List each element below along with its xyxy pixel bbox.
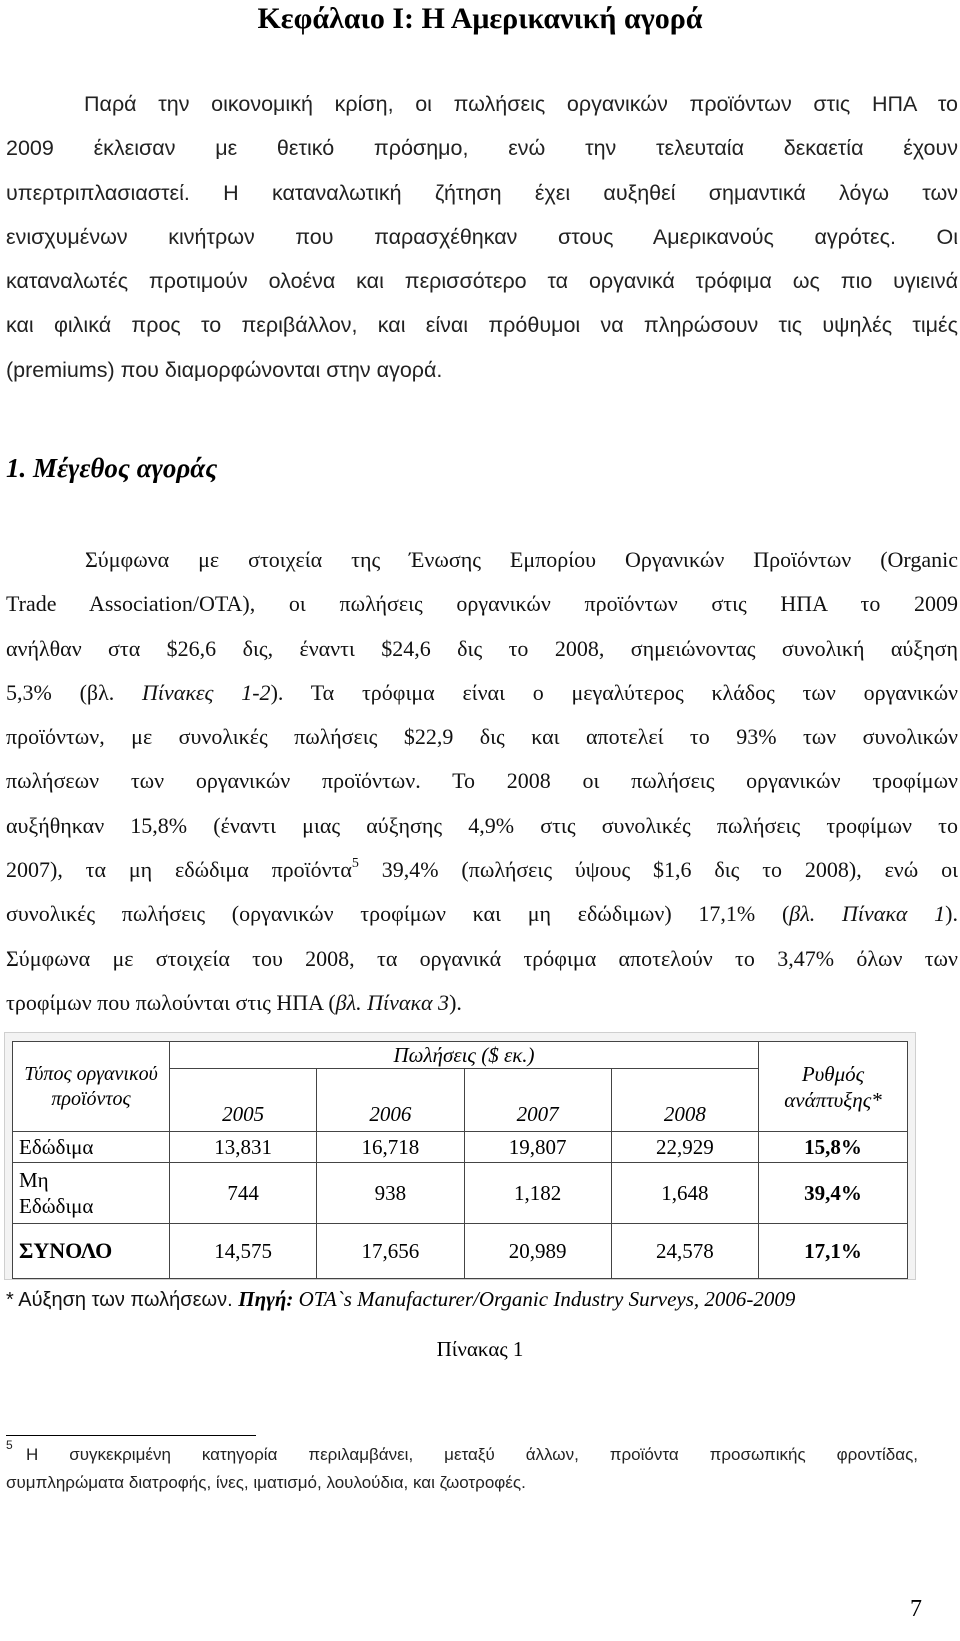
value-cell: 1,182 (464, 1163, 611, 1224)
value-cell: 19,807 (464, 1132, 611, 1163)
market-text: 2007), τα μη εδώδιμα προϊόντα (6, 857, 352, 883)
value-cell: 24,578 (611, 1224, 758, 1279)
market-text: ). Τα τρόφιμα είναι ο μεγαλύτερος κλάδος των οργανικών (270, 679, 958, 705)
value-cell: 938 (317, 1163, 464, 1224)
intro-line: (premiums) που διαμορφώνονται στην αγορά. (6, 357, 443, 382)
market-text: ). (945, 901, 958, 927)
market-text: συνολικές πωλήσεις (οργανικών τροφίμων και μη εδώδιμων) 17,1% ( (6, 901, 790, 927)
intro-paragraph (6, 82, 958, 392)
table-row (13, 1132, 908, 1163)
sales-header: Πωλήσεις ($ εκ.) (170, 1042, 759, 1069)
market-line (6, 892, 958, 936)
intro-line: και φιλικά προς το περιβάλλον, και είναι πρόθυμοι να πληρώσουν τις υψηλές τιμές (6, 313, 958, 338)
market-text: 5,3% (βλ. (6, 679, 143, 705)
market-text: 39,4% (πωλήσεις ύψους $1,6 δις το 2008), ενώ οι (358, 857, 958, 883)
year-header: 2007 (464, 1069, 611, 1132)
year-header: 2006 (317, 1069, 464, 1132)
table-row (13, 1224, 908, 1279)
footnote-divider (6, 1435, 256, 1436)
footnote-text: Η συγκεκριμένη κατηγορία περιλαμβάνει, μεταξύ άλλων, προϊόντα προσωπικής φροντίδας, (26, 1445, 918, 1464)
value-cell: 13,831 (170, 1132, 317, 1163)
section-heading: 1. Μέγεθος αγοράς (6, 453, 218, 483)
source-text: OTA`s Manufacturer/Organic Industry Surveys, 2006-2009 (293, 1287, 796, 1311)
category-cell: ΣΥΝΟΛΟ (13, 1224, 170, 1279)
market-line: Trade Association/OTA), οι πωλήσεις οργανικών προϊόντων στις ΗΠΑ το 2009 (6, 591, 958, 617)
table-row (13, 1163, 908, 1224)
year-header: 2005 (170, 1069, 317, 1132)
market-line (6, 671, 958, 715)
sales-table (12, 1041, 908, 1279)
intro-line: Παρά την οικονομική κρίση, οι πωλήσεις οργανικών προϊόντων στις ΗΠΑ το (84, 92, 958, 116)
value-cell: 16,718 (317, 1132, 464, 1163)
growth-cell: 15,8% (759, 1132, 908, 1163)
market-line: Σύμφωνα με στοιχεία του 2008, τα οργανικά τρόφιμα αποτελούν το 3,47% όλων των (6, 945, 958, 971)
table-note (6, 1284, 795, 1315)
intro-line: υπερτριπλασιαστεί. Η καταναλωτική ζήτηση έχει αυξηθεί σημαντικά λόγω των (6, 180, 958, 205)
category-cell: Εδώδιμα (13, 1132, 170, 1163)
growth-header: Ρυθμός ανάπτυξης* (759, 1042, 908, 1132)
value-cell: 1,648 (611, 1163, 758, 1224)
value-cell: 744 (170, 1163, 317, 1224)
footnote-marker: 5 (351, 855, 359, 871)
market-line: προϊόντων, με συνολικές πωλήσεις $22,9 δις και αποτελεί το 93% των συνολικών (6, 724, 958, 750)
table-reference-link: Πίνακες 1-2 (142, 679, 271, 705)
market-size-paragraph (6, 538, 958, 1025)
footnote-line: συμπληρώματα διατροφής, ίνες, ιματισμό, λουλούδια, και ζωοτροφές. (6, 1473, 526, 1492)
table-reference-link: βλ. Πίνακα 1 (789, 901, 946, 927)
table-reference-link: βλ. Πίνακα 3 (335, 989, 450, 1015)
page-number: 7 (910, 1596, 922, 1622)
type-header: Τύπος οργανικού προϊόντος (13, 1042, 170, 1132)
footnote-line: $^5$ Η συγκεκριμένη κατηγορία περιλαμβάνει, μεταξύ άλλων, προϊόντα προσωπικής φροντίδας, (6, 1438, 918, 1464)
intro-line: ενισχυμένων κινήτρων που παρασχέθηκαν στους Αμερικανούς αγρότες. Οι (6, 224, 958, 249)
footnote (6, 1438, 918, 1497)
market-line (6, 981, 958, 1025)
table-header-row (13, 1042, 908, 1069)
table-note-text: * Αύξηση των πωλήσεων. (6, 1289, 239, 1311)
category-cell: Μη Εδώδιμα (13, 1163, 170, 1224)
intro-line: 2009 έκλεισαν με θετικό πρόσημο, ενώ την τελευταία δεκαετία έχουν (6, 136, 958, 161)
market-line (6, 848, 958, 892)
growth-cell: 17,1% (759, 1224, 908, 1279)
value-cell: 20,989 (464, 1224, 611, 1279)
value-cell: 22,929 (611, 1132, 758, 1163)
market-text: τροφίμων που πωλούνται στις ΗΠΑ ( (6, 989, 336, 1015)
year-header: 2008 (611, 1069, 758, 1132)
market-line: πωλήσεων των οργανικών προϊόντων. Το 2008 οι πωλήσεις οργανικών τροφίμων (6, 768, 958, 794)
value-cell: 14,575 (170, 1224, 317, 1279)
value-cell: 17,656 (317, 1224, 464, 1279)
market-line: Σύμφωνα με στοιχεία της Ένωσης Εμπορίου Οργανικών Προϊόντων (Organic (85, 547, 958, 572)
table-caption: Πίνακας 1 (436, 1337, 524, 1361)
source-label: Πηγή: (238, 1287, 294, 1311)
chapter-title: Κεφάλαιο Ι: Η Αμερικανική αγορά (257, 2, 703, 35)
market-line: ανήλθαν στα $26,6 δις, έναντι $24,6 δις το 2008, σημειώνοντας συνολική αύξηση (6, 635, 958, 661)
intro-line: καταναλωτές προτιμούν ολοένα και περισσότερο τα οργανικά τρόφιμα ως πιο υγιεινά (6, 269, 958, 294)
market-text: ). (449, 989, 462, 1015)
market-line: αυξήθηκαν 15,8% (έναντι μιας αύξησης 4,9% στις συνολικές πωλήσεις τροφίμων το (6, 812, 958, 838)
growth-cell: 39,4% (759, 1163, 908, 1224)
